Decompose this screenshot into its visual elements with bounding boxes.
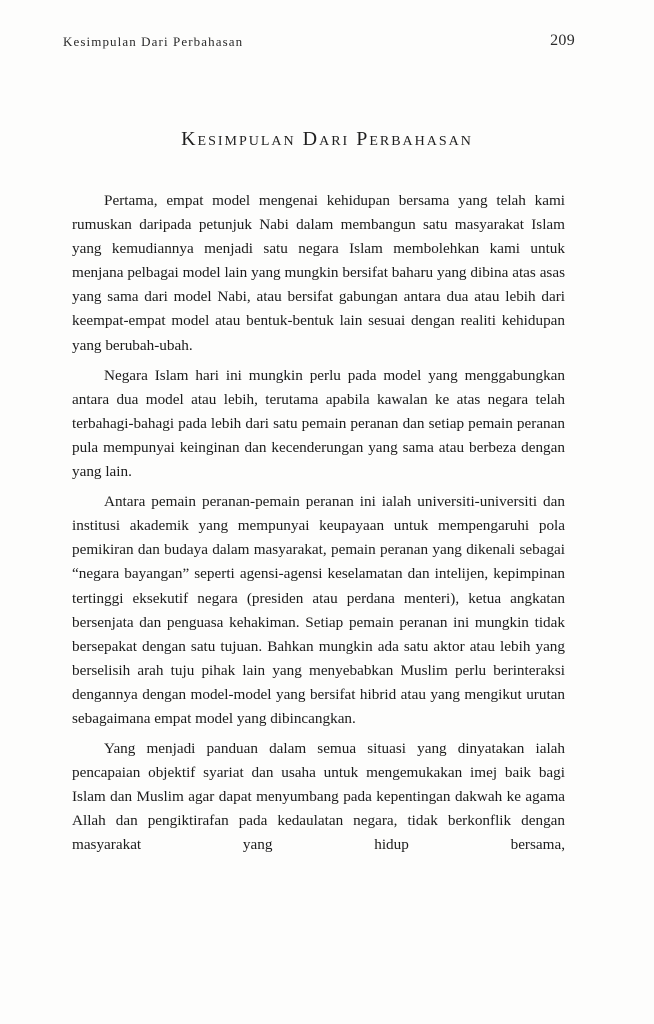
page-number: 209 (550, 32, 575, 49)
paragraph-4: Yang menjadi panduan dalam semua situasi yang dinyatakan ialah pencapaian objektif syariat dan usaha untuk mengemukakan imej baik bagi Islam dan Muslim agar dapat menyumbang pada kepentingan dakwah ke agama Allah dan pengiktirafan pada kedaulatan negara, tidak berkonflik dengan masyarakat yang hidup bersama, (72, 740, 565, 854)
chapter-title: Kesimpulan Dari Perbahasan (181, 128, 473, 150)
body-text (72, 189, 565, 864)
paragraph-2: Negara Islam hari ini mungkin perlu pada model yang menggabungkan antara dua model atau lebih, terutama apabila kawalan ke atas negara telah terbahagi-bahagi pada lebih dari satu pemain peranan dan setiap pemain peranan pula mempunyai keinginan dan kecenderungan yang sama atau berbeza dengan yang lain. (72, 366, 565, 481)
running-head (63, 34, 575, 54)
running-title: Kesimpulan Dari Perbahasan (63, 34, 244, 49)
paragraph-3: Antara pemain peranan-pemain peranan ini ialah universiti-universiti dan institusi akademik yang mempunyai keupayaan untuk mempengaruhi pola pemikiran dan budaya dalam masyarakat, pemain peranan yang dikenali sebagai “negara bayangan” seperti agensi-agensi keselamatan dan intelijen, kepimpinan tertinggi eksekutif negara (presiden atau perdana menteri), ketua angkatan bersenjata dan penguasa kehakiman. Setiap pemain peranan ini mungkin tidak bersepakat dengan satu tujuan. Bahkan mungkin ada satu aktor atau lebih yang berselisih arah tuju pihak lain yang menyebabkan Muslim perlu berinteraksi dengannya dengan model-model yang bersifat hibrid atau yang mengikut urutan sebagaimana empat model yang dibincangkan. (72, 493, 565, 727)
paragraph-1: Pertama, empat model mengenai kehidupan bersama yang telah kami rumuskan daripada petunjuk Nabi dalam membangun satu masyarakat Islam yang kemudiannya menjadi satu negara Islam membolehkan kami untuk menjana pelbagai model lain yang mungkin bersifat baharu yang dibina atas asas yang sama dari model Nabi, atau bersifat gabungan antara dua atau lebih dari keempat-empat model atau bentuk-bentuk lain sesuai dengan realiti kehidupan yang berubah-ubah. (72, 192, 565, 354)
